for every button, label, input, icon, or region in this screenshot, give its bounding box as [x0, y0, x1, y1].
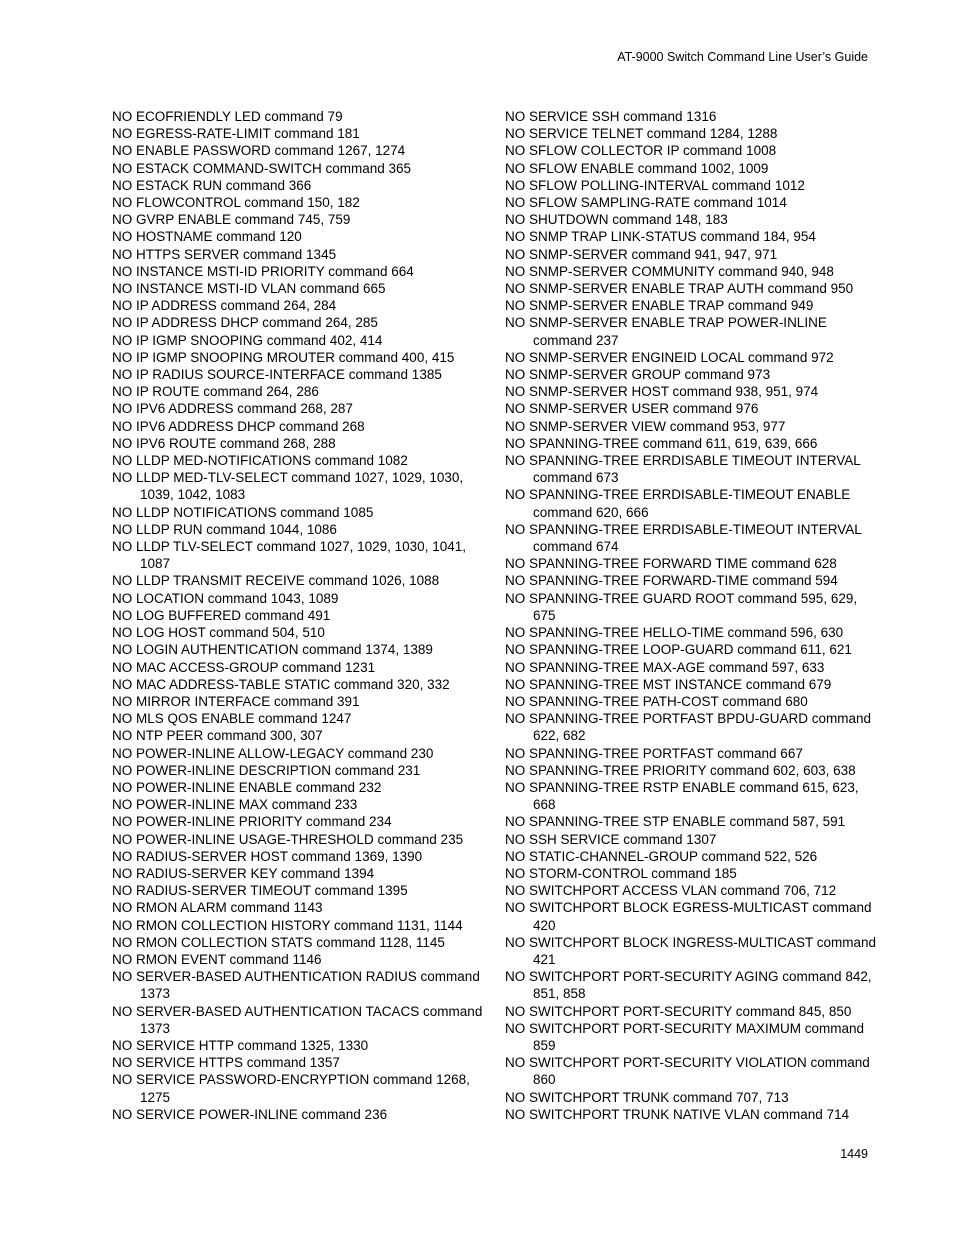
index-entry: NO SPANNING-TREE PRIORITY command 602, 603, 638	[505, 762, 856, 778]
index-entry: NO SWITCHPORT ACCESS VLAN command 706, 712	[505, 883, 837, 899]
index-entry: NO HOSTNAME command 120	[112, 229, 302, 245]
index-entry: NO SERVICE HTTPS command 1357	[112, 1055, 340, 1071]
index-entry: NO RADIUS-SERVER HOST command 1369, 1390	[112, 848, 423, 864]
index-entry: NO SPANNING-TREE RSTP ENABLE command 615, 623, 668	[505, 779, 859, 813]
index-entry: NO ESTACK COMMAND-SWITCH command 365	[112, 160, 412, 176]
index-entry: NO MAC ACCESS-GROUP command 1231	[112, 659, 376, 675]
index-entry: NO SPANNING-TREE MST INSTANCE command 679	[505, 676, 832, 692]
index-entry: NO LOCATION command 1043, 1089	[112, 590, 339, 606]
index-entry: NO SNMP-SERVER command 941, 947, 971	[505, 246, 778, 262]
index-entry: NO STATIC-CHANNEL-GROUP command 522, 526	[505, 848, 818, 864]
index-entry: NO MAC ADDRESS-TABLE STATIC command 320, 332	[112, 676, 450, 692]
page-number: 1449	[840, 1147, 868, 1161]
index-entry: NO SPANNING-TREE FORWARD TIME command 628	[505, 556, 837, 572]
index-entry: NO NTP PEER command 300, 307	[112, 728, 323, 744]
index-entry: NO SPANNING-TREE command 611, 619, 639, 666	[505, 435, 818, 451]
index-entry: NO LOG BUFFERED command 491	[112, 607, 331, 623]
index-entry: NO LOG HOST command 504, 510	[112, 625, 325, 641]
index-entry: NO ECOFRIENDLY LED command 79	[112, 109, 343, 124]
index-entry: NO INSTANCE MSTI-ID VLAN command 665	[112, 281, 386, 297]
index-entry: NO SNMP-SERVER GROUP command 973	[505, 367, 771, 383]
index-entry: NO SWITCHPORT PORT-SECURITY VIOLATION command 860	[505, 1055, 870, 1088]
index-entry: NO SWITCHPORT PORT-SECURITY AGING command 842, 851, 858	[505, 969, 872, 1002]
index-entry: NO POWER-INLINE MAX command 233	[112, 797, 358, 813]
index-entry: NO IP IGMP SNOOPING command 402, 414	[112, 332, 383, 348]
index-entry: NO IP ADDRESS command 264, 284	[112, 298, 337, 314]
index-entry: NO SFLOW SAMPLING-RATE command 1014	[505, 195, 787, 211]
index-entry: NO SPANNING-TREE GUARD ROOT command 595, 629, 675	[505, 590, 858, 623]
index-entry: NO HTTPS SERVER command 1345	[112, 246, 337, 262]
index-entry: NO INSTANCE MSTI-ID PRIORITY command 664	[112, 263, 414, 279]
index-entry: NO SPANNING-TREE PORTFAST BPDU-GUARD command 622, 682	[505, 711, 872, 744]
index-entry: NO SERVICE HTTP command 1325, 1330	[112, 1037, 369, 1053]
index-entry: NO SNMP-SERVER ENABLE TRAP POWER-INLINE command 237	[505, 315, 827, 348]
index-entry: NO SNMP-SERVER ENABLE TRAP command 949	[505, 298, 814, 314]
index-entry: NO SPANNING-TREE STP ENABLE command 587, 591	[505, 814, 846, 830]
index-entry: NO SNMP-SERVER ENGINEID LOCAL command 972	[505, 349, 834, 365]
index-entry: NO ENABLE PASSWORD command 1267, 1274	[112, 143, 406, 159]
index-entry: NO SERVICE POWER-INLINE command 236	[112, 1106, 388, 1122]
index-entry: NO IPV6 ROUTE command 268, 288	[112, 435, 336, 451]
index-entry: NO SNMP-SERVER ENABLE TRAP AUTH command 950	[505, 281, 854, 297]
index-entry: NO POWER-INLINE DESCRIPTION command 231	[112, 762, 421, 778]
index-entry: NO RMON COLLECTION STATS command 1128, 1145	[112, 934, 445, 950]
index-entry: NO ESTACK RUN command 366	[112, 177, 312, 193]
index-entry: NO IP ROUTE command 264, 286	[112, 384, 319, 400]
index-entry: NO SERVICE TELNET command 1284, 1288	[505, 126, 778, 142]
index-entry: NO IP IGMP SNOOPING MROUTER command 400, 415	[112, 349, 455, 365]
index-entry: NO SNMP-SERVER USER command 976	[505, 401, 759, 417]
index-entry: NO SNMP TRAP LINK-STATUS command 184, 954	[505, 229, 816, 245]
index-entry: NO SPANNING-TREE PATH-COST command 680	[505, 693, 808, 709]
index-entry: NO RADIUS-SERVER TIMEOUT command 1395	[112, 883, 408, 899]
index-entry: NO IPV6 ADDRESS DHCP command 268	[112, 418, 365, 434]
running-header: AT-9000 Switch Command Line User’s Guide	[617, 50, 868, 64]
index-entry: NO SSH SERVICE command 1307	[505, 831, 717, 847]
index-entry: NO POWER-INLINE ENABLE command 232	[112, 779, 382, 795]
index-entry: NO SFLOW ENABLE command 1002, 1009	[505, 160, 769, 176]
index-entry: NO STORM-CONTROL command 185	[505, 865, 737, 881]
index-entry: NO POWER-INLINE PRIORITY command 234	[112, 814, 392, 830]
index-entry: NO RMON COLLECTION HISTORY command 1131, 1144	[112, 917, 463, 933]
index-entry: NO SPANNING-TREE HELLO-TIME command 596, 630	[505, 625, 844, 641]
index-entry: NO RADIUS-SERVER KEY command 1394	[112, 865, 375, 881]
index-entry: NO SPANNING-TREE PORTFAST command 667	[505, 745, 803, 761]
index-entry: NO RMON EVENT command 1146	[112, 951, 322, 967]
index-entry: NO IP ADDRESS DHCP command 264, 285	[112, 315, 378, 331]
index-entry: NO RMON ALARM command 1143	[112, 900, 323, 916]
index-entry: NO LOGIN AUTHENTICATION command 1374, 1389	[112, 642, 433, 658]
index-entry: NO MIRROR INTERFACE command 391	[112, 693, 360, 709]
index-entry: NO SFLOW COLLECTOR IP command 1008	[505, 143, 777, 159]
index-entry: NO FLOWCONTROL command 150, 182	[112, 195, 360, 211]
index-column-left	[112, 108, 490, 1123]
index-entry: NO IPV6 ADDRESS command 268, 287	[112, 401, 353, 417]
index-entry: NO POWER-INLINE USAGE-THRESHOLD command 235	[112, 831, 464, 847]
index-entry: NO SPANNING-TREE ERRDISABLE TIMEOUT INTERVAL command 673	[505, 453, 861, 486]
index-entry: NO SERVICE PASSWORD-ENCRYPTION command 1268, 1275	[112, 1072, 470, 1105]
index-entry: NO SWITCHPORT PORT-SECURITY MAXIMUM command 859	[505, 1020, 865, 1053]
index-entry: NO SERVER-BASED AUTHENTICATION TACACS command 1373	[112, 1003, 483, 1036]
index-entry: NO SPANNING-TREE ERRDISABLE-TIMEOUT INTERVAL command 674	[505, 521, 862, 555]
index-entry: NO IP RADIUS SOURCE-INTERFACE command 1385	[112, 367, 442, 383]
index-entry: NO SHUTDOWN command 148, 183	[505, 212, 728, 228]
index-entry: NO SWITCHPORT TRUNK command 707, 713	[505, 1089, 789, 1105]
index-entry: NO SPANNING-TREE MAX-AGE command 597, 633	[505, 659, 825, 675]
index-entry: NO SERVICE SSH command 1316	[505, 109, 717, 124]
index-entry: NO LLDP RUN command 1044, 1086	[112, 521, 337, 537]
index-entry: NO POWER-INLINE ALLOW-LEGACY command 230	[112, 745, 434, 761]
index-entry: NO SWITCHPORT BLOCK INGRESS-MULTICAST command 421	[505, 934, 877, 967]
index-entry: NO SERVER-BASED AUTHENTICATION RADIUS command 1373	[112, 969, 480, 1002]
index-entry: NO SWITCHPORT PORT-SECURITY command 845, 850	[505, 1003, 852, 1019]
index-entry: NO SNMP-SERVER COMMUNITY command 940, 948	[505, 263, 834, 279]
index-column-right	[505, 108, 880, 1123]
index-entry: NO LLDP MED-TLV-SELECT command 1027, 1029, 1030, 1039, 1042, 1083	[112, 470, 464, 503]
index-entry: NO SNMP-SERVER VIEW command 953, 977	[505, 418, 786, 434]
index-entry: NO SNMP-SERVER HOST command 938, 951, 974	[505, 384, 819, 400]
index-entry: NO EGRESS-RATE-LIMIT command 181	[112, 126, 360, 142]
index-entry: NO GVRP ENABLE command 745, 759	[112, 212, 351, 228]
index-entry: NO SWITCHPORT TRUNK NATIVE VLAN command 714	[505, 1106, 850, 1122]
index-entry: NO MLS QOS ENABLE command 1247	[112, 711, 352, 727]
index-entry: NO SPANNING-TREE LOOP-GUARD command 611, 621	[505, 642, 852, 658]
index-entry: NO LLDP NOTIFICATIONS command 1085	[112, 504, 374, 520]
index-entry: NO LLDP TRANSMIT RECEIVE command 1026, 1088	[112, 573, 440, 589]
index-entry: NO SPANNING-TREE FORWARD-TIME command 594	[505, 573, 838, 589]
index-entry: NO SPANNING-TREE ERRDISABLE-TIMEOUT ENABLE command 620, 666	[505, 487, 851, 520]
index-entry: NO LLDP TLV-SELECT command 1027, 1029, 1030, 1041, 1087	[112, 539, 466, 572]
index-entry: NO SFLOW POLLING-INTERVAL command 1012	[505, 177, 805, 193]
index-entry: NO LLDP MED-NOTIFICATIONS command 1082	[112, 453, 408, 469]
index-entry: NO SWITCHPORT BLOCK EGRESS-MULTICAST command 420	[505, 900, 872, 933]
